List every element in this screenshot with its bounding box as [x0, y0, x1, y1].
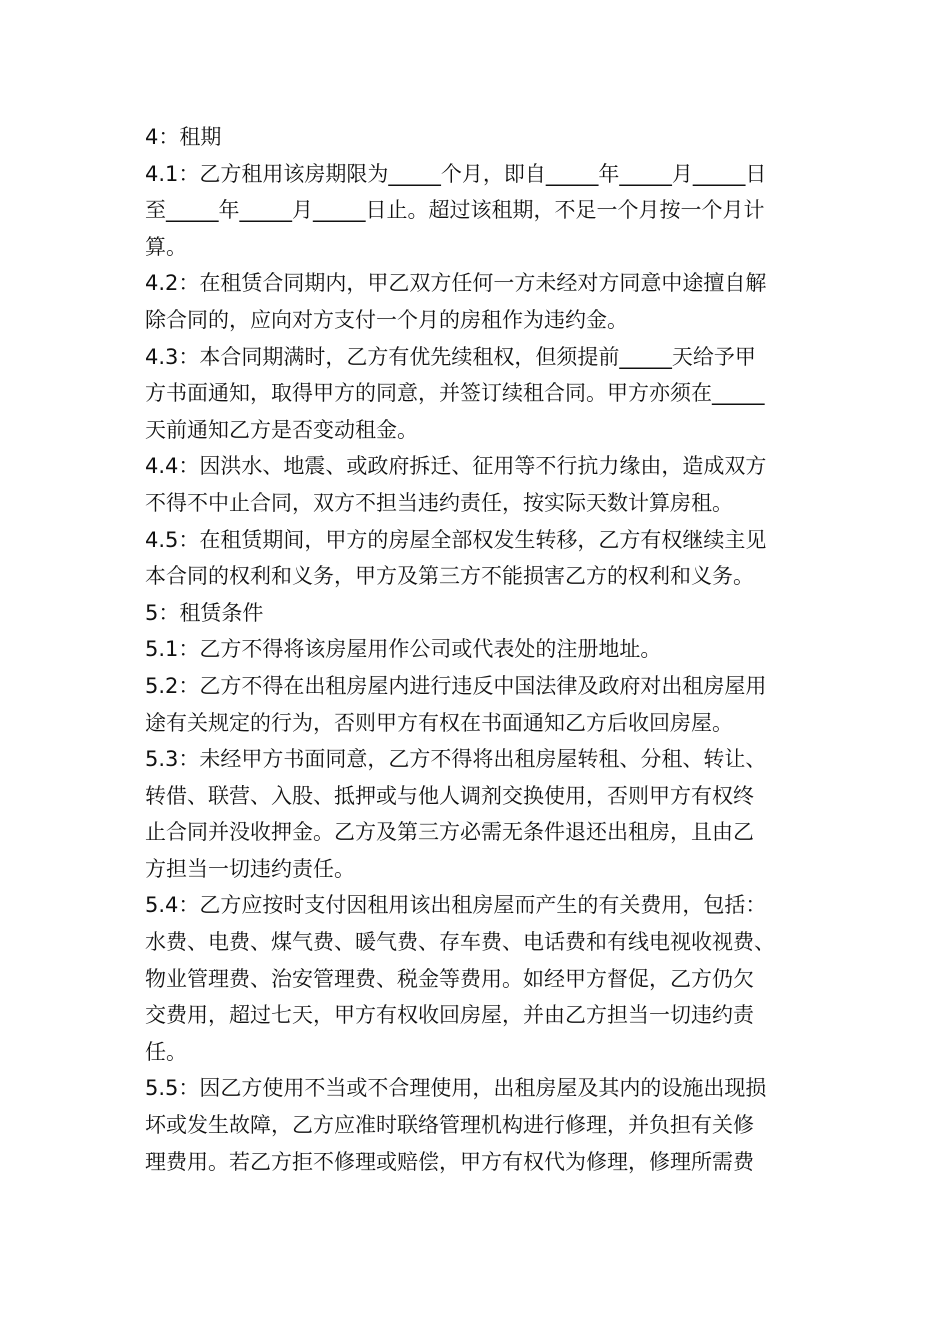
text-line: 物业管理费、治安管理费、税金等费用。如经甲方督促，乙方仍欠 — [145, 966, 754, 991]
text-line: 5.1：乙方不得将该房屋用作公司或代表处的注册地址。 — [145, 637, 662, 662]
text-line: 5.4：乙方应按时支付因租用该出租房屋而产生的有关费用，包括： — [145, 893, 767, 918]
document-body — [145, 119, 815, 1180]
text-line: 转借、联营、入股、抵押或与他人调剂交换使用，否则甲方有权终 — [145, 783, 754, 808]
text-line: 途有关规定的行为，否则甲方有权在书面通知乙方后收回房屋。 — [145, 710, 733, 735]
text-line: 本合同的权利和义务，甲方及第三方不能损害乙方的权利和义务。 — [145, 564, 754, 589]
section-heading: 5：租赁条件 — [145, 600, 264, 625]
text-line: 4.5：在租赁期间，甲方的房屋全部权发生转移，乙方有权继续主见 — [145, 527, 767, 552]
text-line: 4.3：本合同期满时，乙方有优先续租权，但须提前_____天给予甲 — [145, 344, 756, 369]
text-line: 4.1：乙方租用该房期限为_____个月，即自_____年_____月_____日 — [145, 161, 767, 186]
text-line: 除合同的，应向对方支付一个月的房租作为违约金。 — [145, 307, 628, 332]
text-line: 水费、电费、煤气费、暖气费、存车费、电话费和有线电视收视费、 — [145, 930, 775, 955]
text-line: 止合同并没收押金。乙方及第三方必需无条件退还出租房，且由乙 — [145, 820, 754, 845]
text-line: 5.5：因乙方使用不当或不合理使用，出租房屋及其内的设施出现损 — [145, 1076, 767, 1101]
text-line: 5.3：未经甲方书面同意，乙方不得将出租房屋转租、分租、转让、 — [145, 747, 767, 772]
text-line: 理费用。若乙方拒不修理或赔偿，甲方有权代为修理，修理所需费 — [145, 1149, 754, 1174]
text-line: 4.4：因洪水、地震、或政府拆迁、征用等不行抗力缘由，造成双方 — [145, 454, 767, 479]
text-line: 不得不中止合同，双方不担当违约责任，按实际天数计算房租。 — [145, 490, 733, 515]
text-line: 天前通知乙方是否变动租金。 — [145, 417, 418, 442]
section-heading: 4：租期 — [145, 125, 222, 149]
text-line: 交费用，超过七天，甲方有权收回房屋，并由乙方担当一切违约责 — [145, 1003, 754, 1028]
text-line: 4.2：在租赁合同期内，甲乙双方任何一方未经对方同意中途擅自解 — [145, 271, 767, 296]
text-line: 方担当一切违约责任。 — [145, 856, 355, 881]
text-line: 任。 — [145, 1039, 187, 1064]
text-line: 方书面通知，取得甲方的同意，并签订续租合同。甲方亦须在_____ — [145, 381, 765, 406]
text-line: 算。 — [145, 234, 187, 259]
text-line: 坏或发生故障，乙方应准时联络管理机构进行修理，并负担有关修 — [145, 1113, 754, 1138]
text-line: 至_____年_____月_____日止。超过该租期，不足一个月按一个月计 — [145, 198, 765, 223]
text-line: 5.2：乙方不得在出租房屋内进行违反中国法律及政府对出租房屋用 — [145, 673, 767, 698]
